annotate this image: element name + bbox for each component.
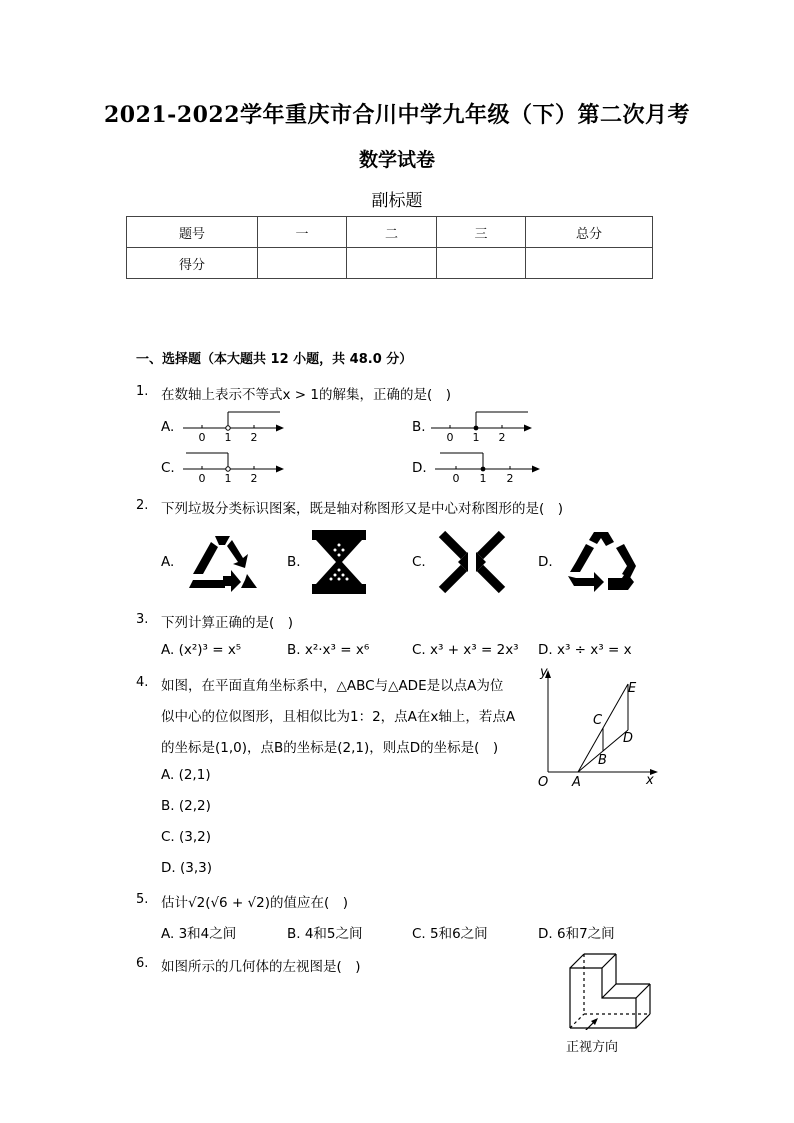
score-table-score-row [127, 248, 653, 279]
q3-option-d[interactable]: D. x³ ÷ x³ = x [538, 642, 632, 658]
exam-subject-title: 数学试卷 [358, 149, 435, 171]
four-arrows-symbol-icon [438, 530, 506, 594]
q3-number: 3. [136, 612, 149, 627]
q1-label-d[interactable]: D. [412, 460, 427, 476]
q1c-tick-2: 2 [250, 472, 258, 485]
q4-stem-line2: 似中心的位似图形，且相似比为1：2，点A在x轴上，若点A [161, 709, 516, 725]
score-input-part3[interactable] [437, 248, 526, 279]
q4-option-a[interactable]: A. (2,1) [161, 767, 211, 783]
q5-stem: 估计√2(√6 + √2)的值应在( ) [161, 895, 349, 911]
q4-option-d[interactable]: D. (3,3) [161, 860, 212, 876]
q2-label-c[interactable]: C. [412, 554, 426, 570]
q1b-tick-0: 0 [446, 431, 454, 444]
q2-label-d[interactable]: D. [538, 554, 553, 570]
recycle-loop-icon [564, 526, 638, 596]
recycle-triangle-icon [185, 530, 260, 594]
q1b-tick-1: 1 [472, 431, 480, 444]
score-table-header-row [127, 217, 653, 248]
q3-stem: 下列计算正确的是( ) [161, 615, 294, 631]
q3-option-c[interactable]: C. x³ + x³ = 2x³ [412, 642, 519, 658]
score-input-total[interactable] [526, 248, 653, 279]
q5-option-b[interactable]: B. 4和5之间 [287, 926, 363, 942]
q1-label-b[interactable]: B. [412, 419, 426, 435]
score-cell-total: 总分 [526, 217, 653, 248]
q1a-tick-1: 1 [224, 431, 232, 444]
score-cell-part3: 三 [437, 217, 526, 248]
q5-option-a[interactable]: A. 3和4之间 [161, 926, 237, 942]
q5-option-d[interactable]: D. 6和7之间 [538, 926, 615, 942]
score-cell-part1: 一 [258, 217, 347, 248]
score-table [126, 216, 653, 279]
q1d-tick-1: 1 [479, 472, 487, 485]
q1-numberline-c [180, 449, 290, 485]
q1-numberline-a [180, 408, 290, 444]
q4-stem-line3: 的坐标是(1,0)，点B的坐标是(2,1)，则点D的坐标是( ) [161, 740, 499, 756]
q1-label-a[interactable]: A. [161, 419, 175, 435]
q1a-tick-2: 2 [250, 431, 258, 444]
score-cell-label: 题号 [127, 217, 258, 248]
q5-number: 5. [136, 892, 149, 907]
q6-figure-label: 正视方向 [566, 1040, 619, 1055]
score-input-part1[interactable] [258, 248, 347, 279]
q4-axis-x-label: x [646, 773, 654, 788]
score-cell-score-label: 得分 [127, 248, 258, 279]
q4-coordinate-figure [532, 662, 662, 792]
section-heading: 一、选择题（本大题共 12 小题，共 48.0 分） [136, 352, 413, 367]
q4-point-a-label: A [572, 775, 581, 790]
q4-stem-line1: 如图，在平面直角坐标系中，△ABC与△ADE是以点A为位 [161, 678, 504, 694]
q1-label-c[interactable]: C. [161, 460, 175, 476]
q2-stem: 下列垃圾分类标识图案，既是轴对称图形又是中心对称图形的是( ) [161, 501, 564, 517]
q1d-tick-2: 2 [506, 472, 514, 485]
q3-option-b[interactable]: B. x²·x³ = x⁶ [287, 642, 370, 658]
q1-stem: 在数轴上表示不等式x > 1的解集，正确的是( ) [161, 387, 452, 403]
score-input-part2[interactable] [347, 248, 437, 279]
q4-axis-y-label: y [540, 665, 548, 680]
exam-title: 2021-2022学年重庆市合川中学九年级（下）第二次月考 [103, 102, 691, 128]
hourglass-symbol-icon [308, 528, 370, 596]
q2-label-b[interactable]: B. [287, 554, 301, 570]
q1-number: 1. [136, 384, 149, 399]
q1c-tick-0: 0 [198, 472, 206, 485]
q4-point-d-label: D [623, 731, 634, 746]
q3-option-a[interactable]: A. (x²)³ = x⁵ [161, 642, 242, 658]
q4-point-b-label: B [598, 753, 607, 768]
q5-option-c[interactable]: C. 5和6之间 [412, 926, 488, 942]
q4-option-c[interactable]: C. (3,2) [161, 829, 212, 845]
q1d-tick-0: 0 [452, 472, 460, 485]
q1c-tick-1: 1 [224, 472, 232, 485]
q4-number: 4. [136, 675, 149, 690]
q4-point-c-label: C [593, 713, 603, 728]
exam-subtitle: 副标题 [371, 191, 423, 211]
q6-solid-figure [560, 940, 665, 1030]
q1-numberline-d [432, 449, 547, 485]
q6-stem: 如图所示的几何体的左视图是( ) [161, 959, 361, 975]
q1a-tick-0: 0 [198, 431, 206, 444]
q4-option-b[interactable]: B. (2,2) [161, 798, 211, 814]
q6-number: 6. [136, 956, 149, 971]
q2-label-a[interactable]: A. [161, 554, 175, 570]
q1b-tick-2: 2 [498, 431, 506, 444]
q4-origin-label: O [538, 775, 549, 790]
score-cell-part2: 二 [347, 217, 437, 248]
q4-point-e-label: E [628, 681, 637, 696]
q2-number: 2. [136, 498, 149, 513]
q1-numberline-b [428, 408, 538, 444]
